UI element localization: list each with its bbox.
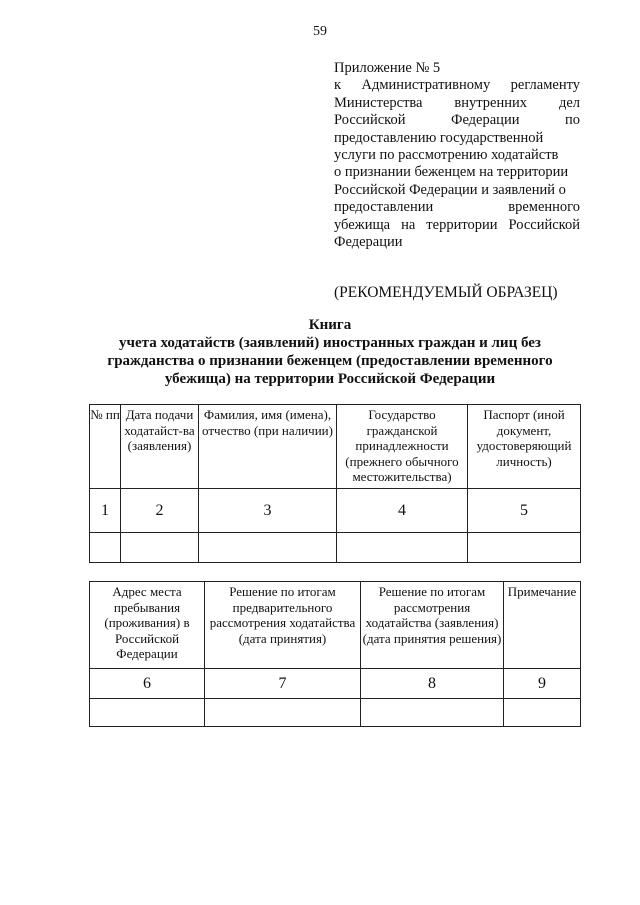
header-cell-citizenship: Государство гражданской принадлежности (прежнего обычного местожительства) <box>337 405 468 489</box>
empty-cell <box>361 699 504 727</box>
header-cell-number: № пп <box>90 405 121 489</box>
title-line: учета ходатайств (заявлений) иностранных граждан и лиц без <box>119 335 541 351</box>
annex-line: услуги по рассмотрению ходатайств <box>334 147 559 164</box>
column-number: 1 <box>90 489 121 533</box>
annex-line: убежища на территории Российской <box>334 216 580 233</box>
column-number: 2 <box>121 489 199 533</box>
column-number: 6 <box>90 669 205 699</box>
column-number-row <box>90 489 581 533</box>
column-number: 5 <box>468 489 581 533</box>
empty-row <box>90 699 581 727</box>
header-cell-date: Дата подачи ходатайст-ва (заявления) <box>121 405 199 489</box>
column-number: 3 <box>199 489 337 533</box>
annex-line: о признании беженцем на территории <box>334 164 569 181</box>
empty-cell <box>121 533 199 563</box>
header-cell-preliminary-decision: Решение по итогам предварительного рассмотрения ходатайства (дата принятия) <box>205 582 361 669</box>
empty-cell <box>90 533 121 563</box>
page-number: 59 <box>313 24 327 39</box>
empty-cell <box>468 533 581 563</box>
table-header-row <box>90 582 581 669</box>
title-line: Книга <box>308 317 352 333</box>
header-cell-full-name: Фамилия, имя (имена), отчество (при наличии) <box>199 405 337 489</box>
empty-cell <box>337 533 468 563</box>
header-cell-address: Адрес места пребывания (проживания) в Российской Федерации <box>90 582 205 669</box>
annex-line: Приложение № 5 <box>334 60 441 76</box>
header-cell-passport: Паспорт (иной документ, удостоверяющий личность) <box>468 405 581 489</box>
table-header-row <box>90 405 581 489</box>
annex-line: Российской Федерации и заявлений о <box>334 181 566 198</box>
header-cell-note: Примечание <box>504 582 581 669</box>
title-line: гражданства о признании беженцем (предоставлении временного <box>107 353 553 369</box>
empty-cell <box>205 699 361 727</box>
empty-cell <box>199 533 337 563</box>
register-table-part-2 <box>89 581 581 727</box>
column-number-row <box>90 669 581 699</box>
title-line: убежища) на территории Российской Федерации <box>164 371 496 387</box>
column-number: 8 <box>361 669 504 699</box>
column-number: 7 <box>205 669 361 699</box>
document-title <box>70 316 590 388</box>
annex-line: к Административному регламенту <box>334 77 580 94</box>
sample-label: (РЕКОМЕНДУЕМЫЙ ОБРАЗЕЦ) <box>334 284 558 301</box>
column-number: 4 <box>337 489 468 533</box>
annex-line: Российской Федерации по <box>334 112 580 129</box>
annex-line: предоставлению государственной <box>334 129 544 146</box>
annex-line: предоставлении временного <box>334 199 580 216</box>
empty-row <box>90 533 581 563</box>
register-table-part-1 <box>89 404 581 563</box>
empty-cell <box>90 699 205 727</box>
header-cell-final-decision: Решение по итогам рассмотрения ходатайства (заявления) (дата принятия решения) <box>361 582 504 669</box>
annex-block <box>334 60 580 251</box>
column-number: 9 <box>504 669 581 699</box>
annex-line: Федерации <box>334 234 403 251</box>
empty-cell <box>504 699 581 727</box>
annex-line: Министерства внутренних дел <box>334 94 580 111</box>
